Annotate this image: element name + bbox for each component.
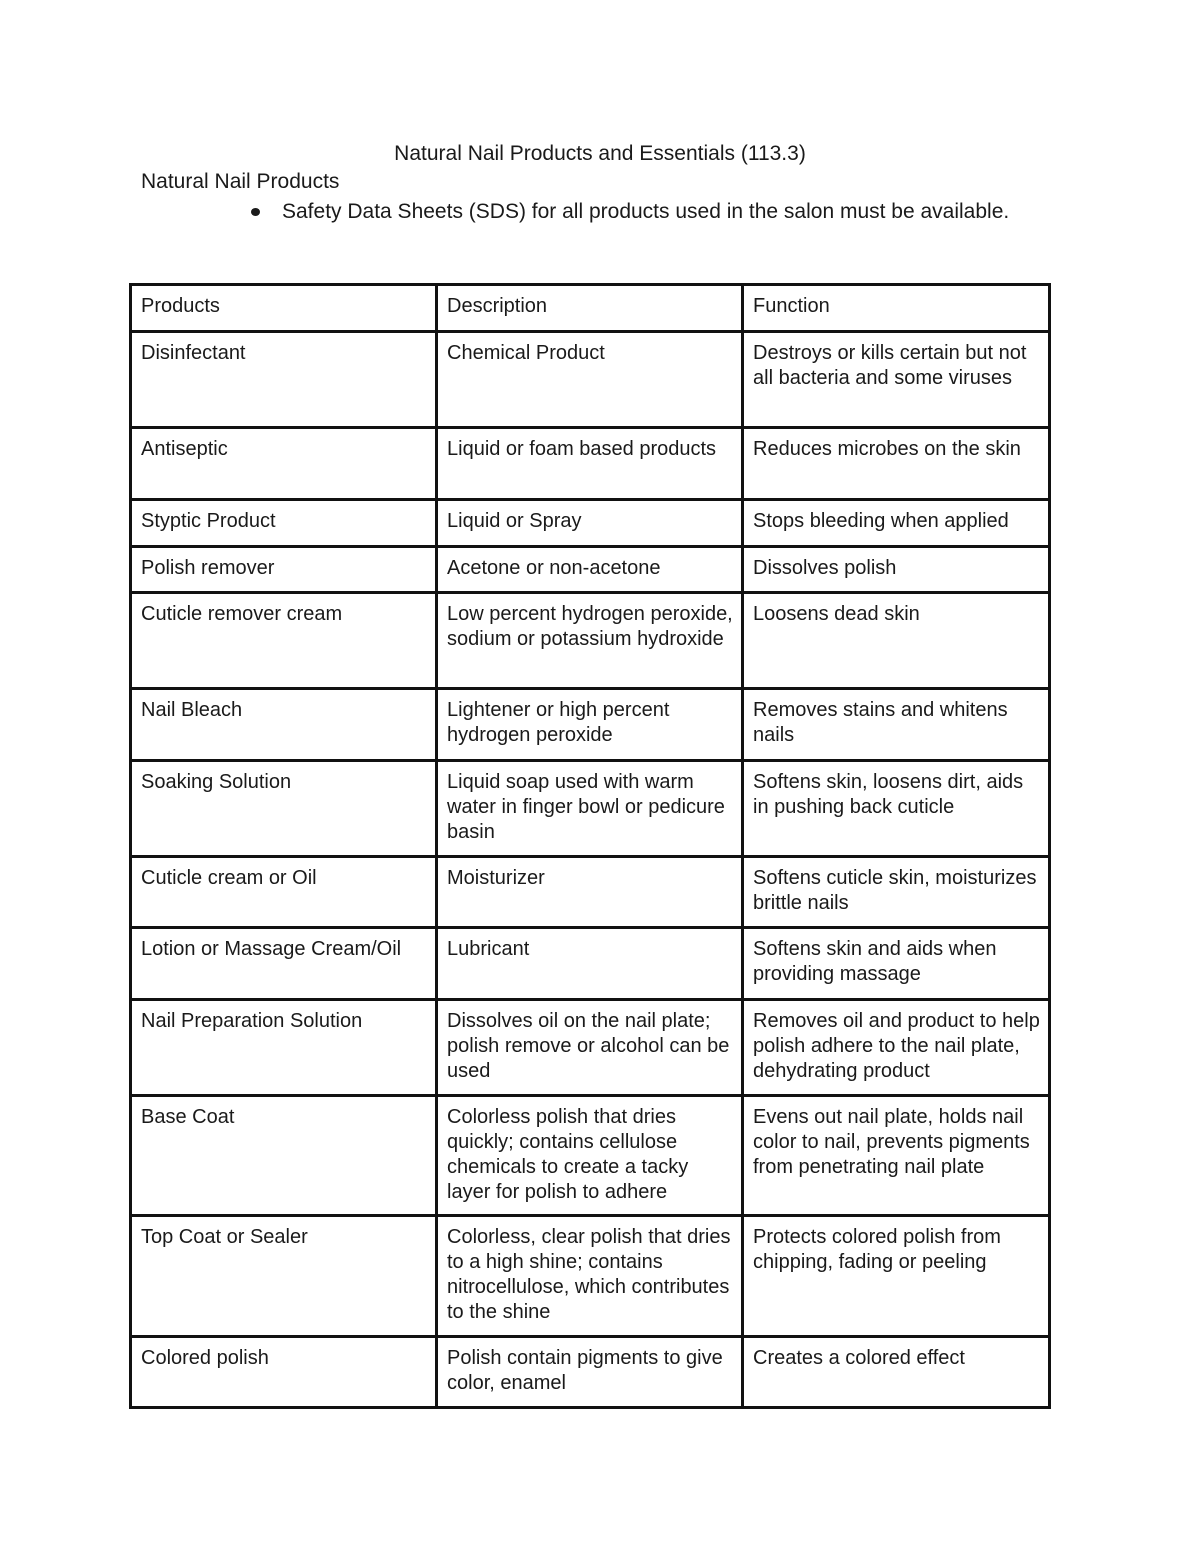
table-row <box>131 1216 1050 1337</box>
header-cell-function: Function <box>743 285 1050 332</box>
function-cell: Dissolves polish <box>743 547 1050 593</box>
function-cell: Removes oil and product to help polish adhere to the nail plate, dehydrating product <box>743 1000 1050 1096</box>
description-cell: Dissolves oil on the nail plate; polish remove or alcohol can be used <box>437 1000 743 1096</box>
description-cell: Lubricant <box>437 928 743 1000</box>
function-cell: Stops bleeding when applied <box>743 500 1050 547</box>
function-cell: Loosens dead skin <box>743 593 1050 689</box>
product-cell: Polish remover <box>131 547 437 593</box>
bullet-icon <box>251 208 260 216</box>
table-row <box>131 593 1050 689</box>
function-cell: Evens out nail plate, holds nail color to nail, prevents pigments from penetrating nail plate <box>743 1096 1050 1216</box>
product-cell: Cuticle cream or Oil <box>131 857 437 928</box>
description-cell: Colorless, clear polish that dries to a high shine; contains nitrocellulose, which contributes to the shine <box>437 1216 743 1337</box>
description-cell: Polish contain pigments to give color, enamel <box>437 1337 743 1408</box>
product-cell: Base Coat <box>131 1096 437 1216</box>
function-cell: Softens skin and aids when providing massage <box>743 928 1050 1000</box>
description-cell: Liquid or foam based products <box>437 428 743 500</box>
table-row <box>131 332 1050 428</box>
table-row <box>131 761 1050 857</box>
product-cell: Antiseptic <box>131 428 437 500</box>
function-cell: Reduces microbes on the skin <box>743 428 1050 500</box>
table-row <box>131 689 1050 761</box>
product-cell: Disinfectant <box>131 332 437 428</box>
description-cell: Moisturizer <box>437 857 743 928</box>
product-cell: Nail Bleach <box>131 689 437 761</box>
function-cell: Softens cuticle skin, moisturizes brittle nails <box>743 857 1050 928</box>
header-cell-description: Description <box>437 285 743 332</box>
section-heading: Natural Nail Products <box>141 170 340 193</box>
description-cell: Liquid soap used with warm water in finger bowl or pedicure basin <box>437 761 743 857</box>
description-cell: Acetone or non-acetone <box>437 547 743 593</box>
table-row <box>131 428 1050 500</box>
description-cell: Colorless polish that dries quickly; contains cellulose chemicals to create a tacky layer for polish to adhere <box>437 1096 743 1216</box>
page-title: Natural Nail Products and Essentials (113.3) <box>394 142 806 165</box>
products-table-body <box>131 285 1050 1408</box>
function-cell: Protects colored polish from chipping, fading or peeling <box>743 1216 1050 1337</box>
function-cell: Removes stains and whitens nails <box>743 689 1050 761</box>
products-table <box>129 283 1051 1409</box>
product-cell: Lotion or Massage Cream/Oil <box>131 928 437 1000</box>
product-cell: Soaking Solution <box>131 761 437 857</box>
table-row <box>131 1096 1050 1216</box>
table-row <box>131 857 1050 928</box>
description-cell: Liquid or Spray <box>437 500 743 547</box>
description-cell: Chemical Product <box>437 332 743 428</box>
function-cell: Softens skin, loosens dirt, aids in pushing back cuticle <box>743 761 1050 857</box>
table-row <box>131 1337 1050 1408</box>
table-row <box>131 547 1050 593</box>
table-row <box>131 928 1050 1000</box>
function-cell: Creates a colored effect <box>743 1337 1050 1408</box>
description-cell: Low percent hydrogen peroxide, sodium or potassium hydroxide <box>437 593 743 689</box>
product-cell: Cuticle remover cream <box>131 593 437 689</box>
header-cell-products: Products <box>131 285 437 332</box>
product-cell: Colored polish <box>131 1337 437 1408</box>
table-row <box>131 500 1050 547</box>
product-cell: Nail Preparation Solution <box>131 1000 437 1096</box>
bullet-text: Safety Data Sheets (SDS) for all products used in the salon must be available. <box>282 200 1010 223</box>
function-cell: Destroys or kills certain but not all bacteria and some viruses <box>743 332 1050 428</box>
product-cell: Styptic Product <box>131 500 437 547</box>
table-row <box>131 1000 1050 1096</box>
table-header-row <box>131 285 1050 332</box>
product-cell: Top Coat or Sealer <box>131 1216 437 1337</box>
description-cell: Lightener or high percent hydrogen peroxide <box>437 689 743 761</box>
